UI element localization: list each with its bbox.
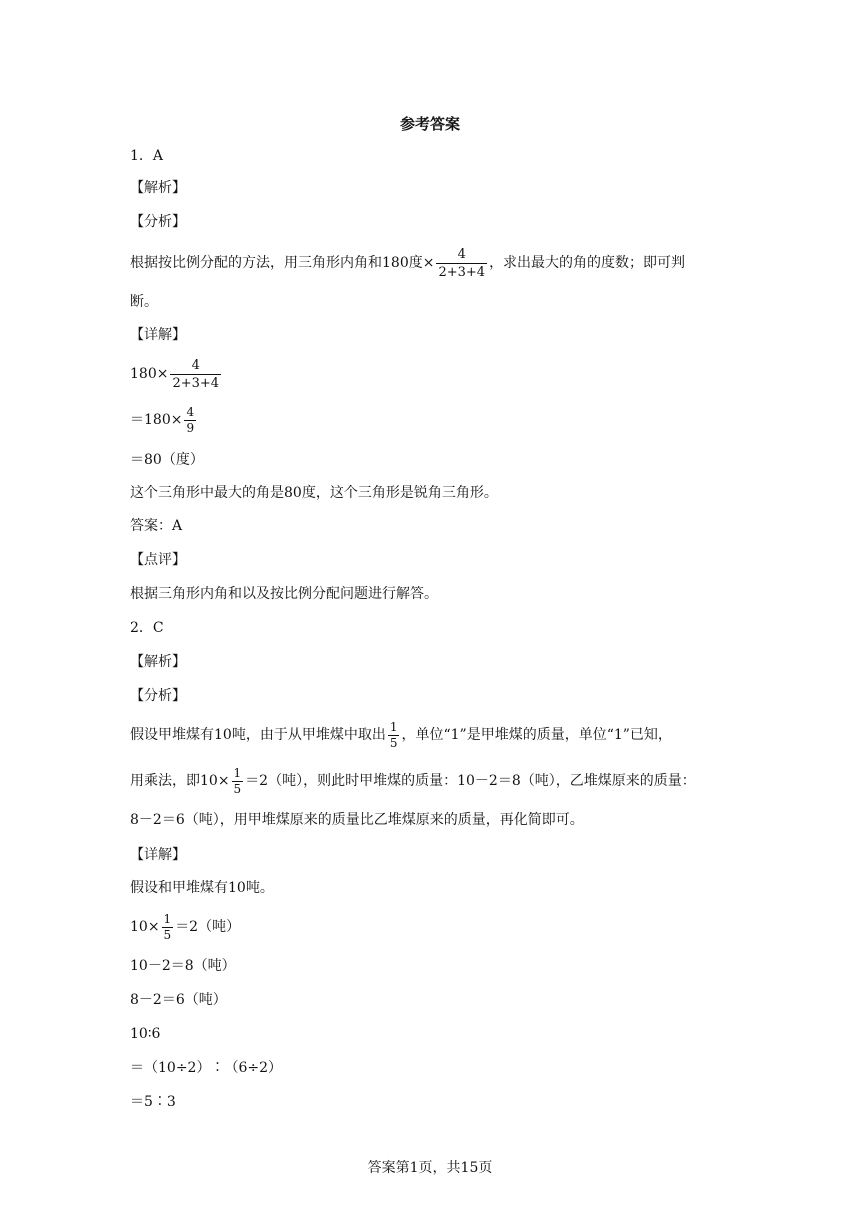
q2-analysis-line3: 8－2＝6（吨），用甲堆煤原来的质量比乙堆煤原来的质量，再化简即可。 [130, 812, 584, 828]
q2-fenxi-label: 【分析】 [130, 688, 186, 704]
q1-analysis-fraction [436, 246, 487, 281]
fraction-numerator: 1 [389, 719, 398, 734]
q1-calc1-text: 180× [130, 366, 169, 382]
q2-detail-ratio: 10∶6 [130, 1026, 161, 1042]
fraction-numerator: 4 [186, 404, 195, 419]
fraction-numerator: 1 [233, 765, 242, 780]
fraction-denominator: 2+3+4 [438, 264, 486, 280]
q1-comment: 根据三角形内角和以及按比例分配问题进行解答。 [130, 586, 438, 602]
q2-detail-step3: 8－2＝6（吨） [130, 992, 227, 1008]
q2-analysis2-fraction [232, 766, 244, 797]
q1-calc2-fraction [184, 405, 196, 436]
fraction-numerator: 4 [191, 357, 200, 373]
q1-dianping-label: 【点评】 [130, 552, 186, 568]
q1-calc2-text: ＝180× [130, 412, 183, 428]
q2-analysis-line2 [130, 762, 696, 800]
q2-analysis2-post: ＝2（吨），则此时甲堆煤的质量：10－2＝8（吨），乙堆煤原来的质量： [245, 773, 696, 789]
fraction-denominator: 5 [233, 781, 242, 796]
q2-xiangjie-label: 【详解】 [130, 847, 186, 863]
q1-analysis-line1 [130, 245, 685, 281]
q2-jiexi-label: 【解析】 [130, 654, 186, 670]
q1-answer: 答案：A [130, 518, 183, 534]
q2-answer-head: 2．C [130, 620, 164, 636]
q2-analysis-line1 [130, 716, 672, 754]
q2-detail-step1 [130, 908, 240, 946]
fraction-denominator: 5 [163, 927, 172, 942]
q1-xiangjie-label: 【详解】 [130, 327, 186, 343]
q2-analysis1-post: ，单位“1”是甲堆煤的质量，单位“1”已知， [401, 727, 672, 743]
q2-detail-ratio-result: ＝5∶3 [130, 1094, 176, 1110]
q2-analysis2-pre: 用乘法，即10× [130, 773, 230, 789]
q1-answer-head: 1．A [130, 148, 164, 164]
q2-detail-step2: 10－2＝8（吨） [130, 958, 236, 974]
q1-analysis-line2: 断。 [130, 294, 158, 310]
q1-conclusion: 这个三角形中最大的角是80度，这个三角形是锐角三角形。 [130, 485, 498, 501]
q2-analysis1-fraction [388, 720, 400, 751]
q1-calc-step1 [130, 356, 223, 392]
page-title: 参考答案 [399, 115, 460, 133]
q2-d2-fraction [162, 912, 174, 943]
fraction-denominator: 2+3+4 [172, 375, 220, 391]
q1-analysis-text-pre: 根据按比例分配的方法，用三角形内角和180度× [130, 255, 435, 271]
q2-detail-ratio-simplify: ＝（10÷2）∶（6÷2） [130, 1060, 282, 1076]
fraction-numerator: 4 [457, 246, 466, 262]
q1-fenxi-label: 【分析】 [130, 214, 186, 230]
q2-detail-assume: 假设和甲堆煤有10吨。 [130, 880, 274, 896]
fraction-numerator: 1 [163, 911, 172, 926]
q1-calc-step2 [130, 402, 198, 438]
q2-d2-post: ＝2（吨） [175, 919, 241, 935]
page-footer: 答案第1页，共15页 [367, 1160, 493, 1176]
q1-calc-step3: ＝80（度） [130, 452, 204, 468]
q2-d2-pre: 10× [130, 919, 160, 935]
q1-analysis-text-post: ，求出最大的角的度数；即可判 [489, 255, 686, 271]
q1-jiexi-label: 【解析】 [130, 180, 186, 196]
q1-calc1-fraction [170, 357, 221, 392]
q2-analysis1-pre: 假设甲堆煤有10吨，由于从甲堆煤中取出 [130, 727, 386, 743]
fraction-denominator: 9 [186, 420, 195, 435]
fraction-denominator: 5 [389, 735, 398, 750]
